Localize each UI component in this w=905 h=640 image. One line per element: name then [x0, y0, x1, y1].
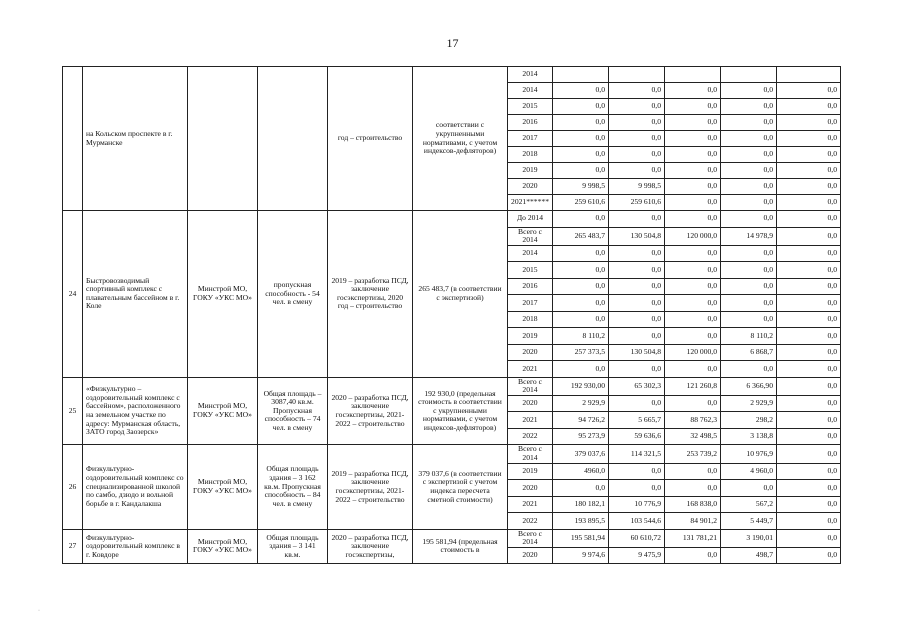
- amount-cell: 0,0: [665, 163, 721, 179]
- amount-cell: 0,0: [609, 245, 665, 262]
- year-cell: 2019: [508, 163, 553, 179]
- amount-cell: 10 976,9: [721, 445, 777, 463]
- amount-cell: 14 978,9: [721, 227, 777, 245]
- amount-cell: 0,0: [553, 147, 609, 163]
- amount-cell: 0,0: [553, 211, 609, 228]
- amount-cell: 3 190,01: [721, 529, 777, 547]
- year-cell: 2015: [508, 262, 553, 279]
- amount-cell: [777, 67, 841, 83]
- year-cell: 2019: [508, 463, 553, 480]
- amount-cell: 84 901,2: [665, 513, 721, 530]
- amount-cell: 0,0: [777, 463, 841, 480]
- year-cell: 2018: [508, 311, 553, 328]
- amount-cell: 0,0: [609, 83, 665, 99]
- amount-cell: 0,0: [665, 131, 721, 147]
- amount-cell: 0,0: [777, 99, 841, 115]
- amount-cell: 0,0: [609, 463, 665, 480]
- amount-cell: 0,0: [777, 227, 841, 245]
- amount-cell: 259 610,6: [553, 195, 609, 211]
- year-cell: Всего с 2014: [508, 529, 553, 547]
- amount-cell: 0,0: [553, 115, 609, 131]
- amount-cell: 0,0: [721, 361, 777, 378]
- amount-cell: 0,0: [721, 262, 777, 279]
- timeline-cell: 2019 – разработка ПСД, заключение госэкспертизы, 2020 год – строительство: [328, 211, 413, 378]
- amount-cell: 9 998,5: [609, 179, 665, 195]
- year-cell: 2021: [508, 412, 553, 429]
- amount-cell: 9 998,5: [553, 179, 609, 195]
- amount-cell: 0,0: [721, 83, 777, 99]
- amount-cell: 0,0: [665, 311, 721, 328]
- year-cell: 2020: [508, 480, 553, 497]
- amount-cell: 0,0: [777, 262, 841, 279]
- amount-cell: 8 110,2: [553, 328, 609, 345]
- table-row: [63, 445, 841, 463]
- amount-cell: 5 665,7: [609, 412, 665, 429]
- amount-cell: 265 483,7: [553, 227, 609, 245]
- amount-cell: 130 504,8: [609, 227, 665, 245]
- amount-cell: 0,0: [609, 480, 665, 497]
- amount-cell: 0,0: [777, 344, 841, 361]
- estimated-cost-cell: 195 581,94 (предельная стоимость в: [413, 529, 508, 564]
- amount-cell: [665, 67, 721, 83]
- timeline-cell: 2020 – разработка ПСД, заключение госэкспертизы,: [328, 529, 413, 564]
- amount-cell: 0,0: [553, 311, 609, 328]
- amount-cell: 0,0: [721, 480, 777, 497]
- amount-cell: 0,0: [609, 115, 665, 131]
- amount-cell: 3 138,8: [721, 428, 777, 445]
- timeline-cell: 2019 – разработка ПСД, заключение госэкспертизы, 2021-2022 – строительство: [328, 445, 413, 529]
- capacity-cell: Общая площадь – 3087,40 кв.м. Пропускная способность – 74 чел. в смену: [258, 377, 328, 445]
- amount-cell: 5 449,7: [721, 513, 777, 530]
- amount-cell: 0,0: [609, 361, 665, 378]
- year-cell: 2022: [508, 428, 553, 445]
- amount-cell: 9 475,9: [609, 547, 665, 564]
- amount-cell: 0,0: [665, 179, 721, 195]
- amount-cell: 498,7: [721, 547, 777, 564]
- amount-cell: 0,0: [721, 195, 777, 211]
- amount-cell: 120 000,0: [665, 227, 721, 245]
- year-cell: 2016: [508, 115, 553, 131]
- amount-cell: 0,0: [665, 480, 721, 497]
- customer-cell: Минстрой МО, ГОКУ «УКС МО»: [188, 445, 258, 529]
- table-row: [63, 211, 841, 228]
- year-cell: 2019: [508, 328, 553, 345]
- amount-cell: 32 498,5: [665, 428, 721, 445]
- amount-cell: 0,0: [777, 513, 841, 530]
- amount-cell: 0,0: [721, 211, 777, 228]
- amount-cell: 0,0: [553, 83, 609, 99]
- amount-cell: 0,0: [777, 115, 841, 131]
- amount-cell: 0,0: [777, 428, 841, 445]
- amount-cell: 0,0: [721, 278, 777, 295]
- amount-cell: 0,0: [609, 278, 665, 295]
- amount-cell: 0,0: [665, 328, 721, 345]
- customer-cell: Минстрой МО, ГОКУ «УКС МО»: [188, 529, 258, 564]
- amount-cell: 0,0: [553, 295, 609, 312]
- amount-cell: 0,0: [721, 115, 777, 131]
- amount-cell: [721, 67, 777, 83]
- amount-cell: 0,0: [553, 131, 609, 147]
- amount-cell: 0,0: [609, 211, 665, 228]
- amount-cell: 0,0: [777, 179, 841, 195]
- amount-cell: 0,0: [609, 295, 665, 312]
- year-cell: 2018: [508, 147, 553, 163]
- table-row: [63, 529, 841, 547]
- amount-cell: 0,0: [777, 278, 841, 295]
- amount-cell: 103 544,6: [609, 513, 665, 530]
- amount-cell: 0,0: [721, 163, 777, 179]
- amount-cell: 0,0: [777, 529, 841, 547]
- amount-cell: 0,0: [553, 245, 609, 262]
- amount-cell: 0,0: [665, 211, 721, 228]
- estimated-cost-cell: соответствии с укрупненными нормативами, с учетом индексов-дефляторов): [413, 67, 508, 211]
- amount-cell: 2 929,9: [721, 395, 777, 412]
- amount-cell: 0,0: [777, 445, 841, 463]
- amount-cell: 0,0: [665, 99, 721, 115]
- entry-number-cell: 27: [63, 529, 83, 564]
- amount-cell: 0,0: [777, 311, 841, 328]
- amount-cell: 0,0: [665, 278, 721, 295]
- estimated-cost-cell: 265 483,7 (в соответствии с экспертизой): [413, 211, 508, 378]
- amount-cell: 195 581,94: [553, 529, 609, 547]
- year-cell: 2021: [508, 361, 553, 378]
- amount-cell: 0,0: [777, 496, 841, 513]
- entry-number-cell: [63, 67, 83, 211]
- year-cell: Всего с 2014: [508, 377, 553, 395]
- entry-number-cell: 26: [63, 445, 83, 529]
- amount-cell: 0,0: [665, 463, 721, 480]
- amount-cell: 121 260,8: [665, 377, 721, 395]
- amount-cell: 567,2: [721, 496, 777, 513]
- amount-cell: 0,0: [609, 328, 665, 345]
- amount-cell: 0,0: [777, 211, 841, 228]
- amount-cell: 0,0: [609, 395, 665, 412]
- amount-cell: 0,0: [609, 131, 665, 147]
- year-cell: 2022: [508, 513, 553, 530]
- amount-cell: 192 930,00: [553, 377, 609, 395]
- amount-cell: 0,0: [777, 295, 841, 312]
- table-row: [63, 377, 841, 395]
- amount-cell: 0,0: [665, 262, 721, 279]
- year-cell: 2021******: [508, 195, 553, 211]
- amount-cell: 0,0: [777, 412, 841, 429]
- amount-cell: 0,0: [553, 278, 609, 295]
- amount-cell: 114 321,5: [609, 445, 665, 463]
- amount-cell: 0,0: [665, 547, 721, 564]
- amount-cell: 0,0: [553, 361, 609, 378]
- amount-cell: 0,0: [777, 245, 841, 262]
- object-name-cell: Физкультурно-оздоровительный комплекс со специализированной школой по самбо, дзюдо и вольной борьбе в г. Кандалакша: [83, 445, 188, 529]
- table-row: [63, 67, 841, 83]
- capacity-cell: [258, 67, 328, 211]
- entry-number-cell: 24: [63, 211, 83, 378]
- year-cell: 2020: [508, 547, 553, 564]
- amount-cell: 60 610,72: [609, 529, 665, 547]
- estimated-cost-cell: 192 930,0 (предельная стоимость в соответствии с укрупненными нормативами, с учетом индексов-дефляторов): [413, 377, 508, 445]
- amount-cell: 259 610,6: [609, 195, 665, 211]
- object-name-cell: Физкультурно-оздоровительный комплекс в г. Ковдоре: [83, 529, 188, 564]
- amount-cell: 131 781,21: [665, 529, 721, 547]
- amount-cell: 0,0: [777, 377, 841, 395]
- year-cell: 2014: [508, 83, 553, 99]
- amount-cell: 4 960,0: [721, 463, 777, 480]
- amount-cell: 379 037,6: [553, 445, 609, 463]
- amount-cell: 0,0: [553, 480, 609, 497]
- amount-cell: 95 273,9: [553, 428, 609, 445]
- amount-cell: 0,0: [721, 179, 777, 195]
- year-cell: 2016: [508, 278, 553, 295]
- amount-cell: 0,0: [777, 163, 841, 179]
- capacity-cell: пропускная способность - 54 чел. в смену: [258, 211, 328, 378]
- amount-cell: 0,0: [721, 295, 777, 312]
- year-cell: 2017: [508, 295, 553, 312]
- amount-cell: 0,0: [665, 295, 721, 312]
- amount-cell: 120 000,0: [665, 344, 721, 361]
- amount-cell: 0,0: [609, 99, 665, 115]
- year-cell: До 2014: [508, 211, 553, 228]
- year-cell: 2014: [508, 245, 553, 262]
- financing-table: [62, 66, 841, 564]
- amount-cell: 0,0: [777, 361, 841, 378]
- amount-cell: 0,0: [721, 131, 777, 147]
- amount-cell: 9 974,6: [553, 547, 609, 564]
- amount-cell: 257 373,5: [553, 344, 609, 361]
- amount-cell: 298,2: [721, 412, 777, 429]
- amount-cell: 168 838,0: [665, 496, 721, 513]
- amount-cell: 0,0: [609, 163, 665, 179]
- year-cell: Всего с 2014: [508, 227, 553, 245]
- timeline-cell: год – строительство: [328, 67, 413, 211]
- year-cell: Всего с 2014: [508, 445, 553, 463]
- object-name-cell: Быстровозводимый спортивный комплекс с плавательным бассейном в г. Коле: [83, 211, 188, 378]
- entry-number-cell: 25: [63, 377, 83, 445]
- amount-cell: 0,0: [665, 361, 721, 378]
- amount-cell: 0,0: [777, 547, 841, 564]
- amount-cell: 0,0: [721, 311, 777, 328]
- amount-cell: 253 739,2: [665, 445, 721, 463]
- amount-cell: 0,0: [665, 245, 721, 262]
- amount-cell: 0,0: [777, 131, 841, 147]
- amount-cell: 0,0: [777, 395, 841, 412]
- scan-mark: ·: [38, 608, 40, 614]
- amount-cell: 193 895,5: [553, 513, 609, 530]
- amount-cell: 0,0: [553, 99, 609, 115]
- page-number: 17: [446, 36, 459, 50]
- amount-cell: 0,0: [777, 195, 841, 211]
- year-cell: 2020: [508, 344, 553, 361]
- amount-cell: 59 636,6: [609, 428, 665, 445]
- amount-cell: 8 110,2: [721, 328, 777, 345]
- customer-cell: Минстрой МО, ГОКУ «УКС МО»: [188, 377, 258, 445]
- amount-cell: 0,0: [665, 395, 721, 412]
- year-cell: 2020: [508, 395, 553, 412]
- year-cell: 2021: [508, 496, 553, 513]
- amount-cell: 65 302,3: [609, 377, 665, 395]
- amount-cell: 0,0: [665, 115, 721, 131]
- amount-cell: 0,0: [665, 147, 721, 163]
- amount-cell: 0,0: [777, 480, 841, 497]
- object-name-cell: «Физкультурно – оздоровительный комплекс с бассейном», расположенного на земельном участке по адресу: Мурманская область, ЗАТО город Заозерск»: [83, 377, 188, 445]
- capacity-cell: Общая площадь здания – 3 141 кв.м.: [258, 529, 328, 564]
- amount-cell: 0,0: [553, 163, 609, 179]
- amount-cell: 10 776,9: [609, 496, 665, 513]
- amount-cell: [609, 67, 665, 83]
- amount-cell: 0,0: [721, 99, 777, 115]
- amount-cell: 130 504,8: [609, 344, 665, 361]
- estimated-cost-cell: 379 037,6 (в соответствии с экспертизой с учетом индекса пересчета сметной стоимости): [413, 445, 508, 529]
- amount-cell: 2 929,9: [553, 395, 609, 412]
- customer-cell: Минстрой МО, ГОКУ «УКС МО»: [188, 211, 258, 378]
- year-cell: 2020: [508, 179, 553, 195]
- year-cell: 2017: [508, 131, 553, 147]
- object-name-cell: на Кольском проспекте в г. Мурманске: [83, 67, 188, 211]
- amount-cell: 4960,0: [553, 463, 609, 480]
- amount-cell: 0,0: [665, 83, 721, 99]
- amount-cell: 0,0: [553, 262, 609, 279]
- amount-cell: 94 726,2: [553, 412, 609, 429]
- amount-cell: 6 366,90: [721, 377, 777, 395]
- year-cell: 2015: [508, 99, 553, 115]
- amount-cell: 0,0: [777, 83, 841, 99]
- amount-cell: 0,0: [777, 147, 841, 163]
- amount-cell: 0,0: [609, 147, 665, 163]
- amount-cell: 0,0: [777, 328, 841, 345]
- amount-cell: 180 182,1: [553, 496, 609, 513]
- customer-cell: [188, 67, 258, 211]
- amount-cell: 6 868,7: [721, 344, 777, 361]
- amount-cell: [553, 67, 609, 83]
- year-cell: 2014: [508, 67, 553, 83]
- capacity-cell: Общая площадь здания – 3 162 кв.м. Пропускная способность – 84 чел. в смену: [258, 445, 328, 529]
- amount-cell: 0,0: [721, 147, 777, 163]
- amount-cell: 0,0: [721, 245, 777, 262]
- amount-cell: 0,0: [609, 311, 665, 328]
- amount-cell: 0,0: [609, 262, 665, 279]
- amount-cell: 0,0: [665, 195, 721, 211]
- timeline-cell: 2020 – разработка ПСД, заключение госэкспертизы, 2021-2022 – строительство: [328, 377, 413, 445]
- amount-cell: 88 762,3: [665, 412, 721, 429]
